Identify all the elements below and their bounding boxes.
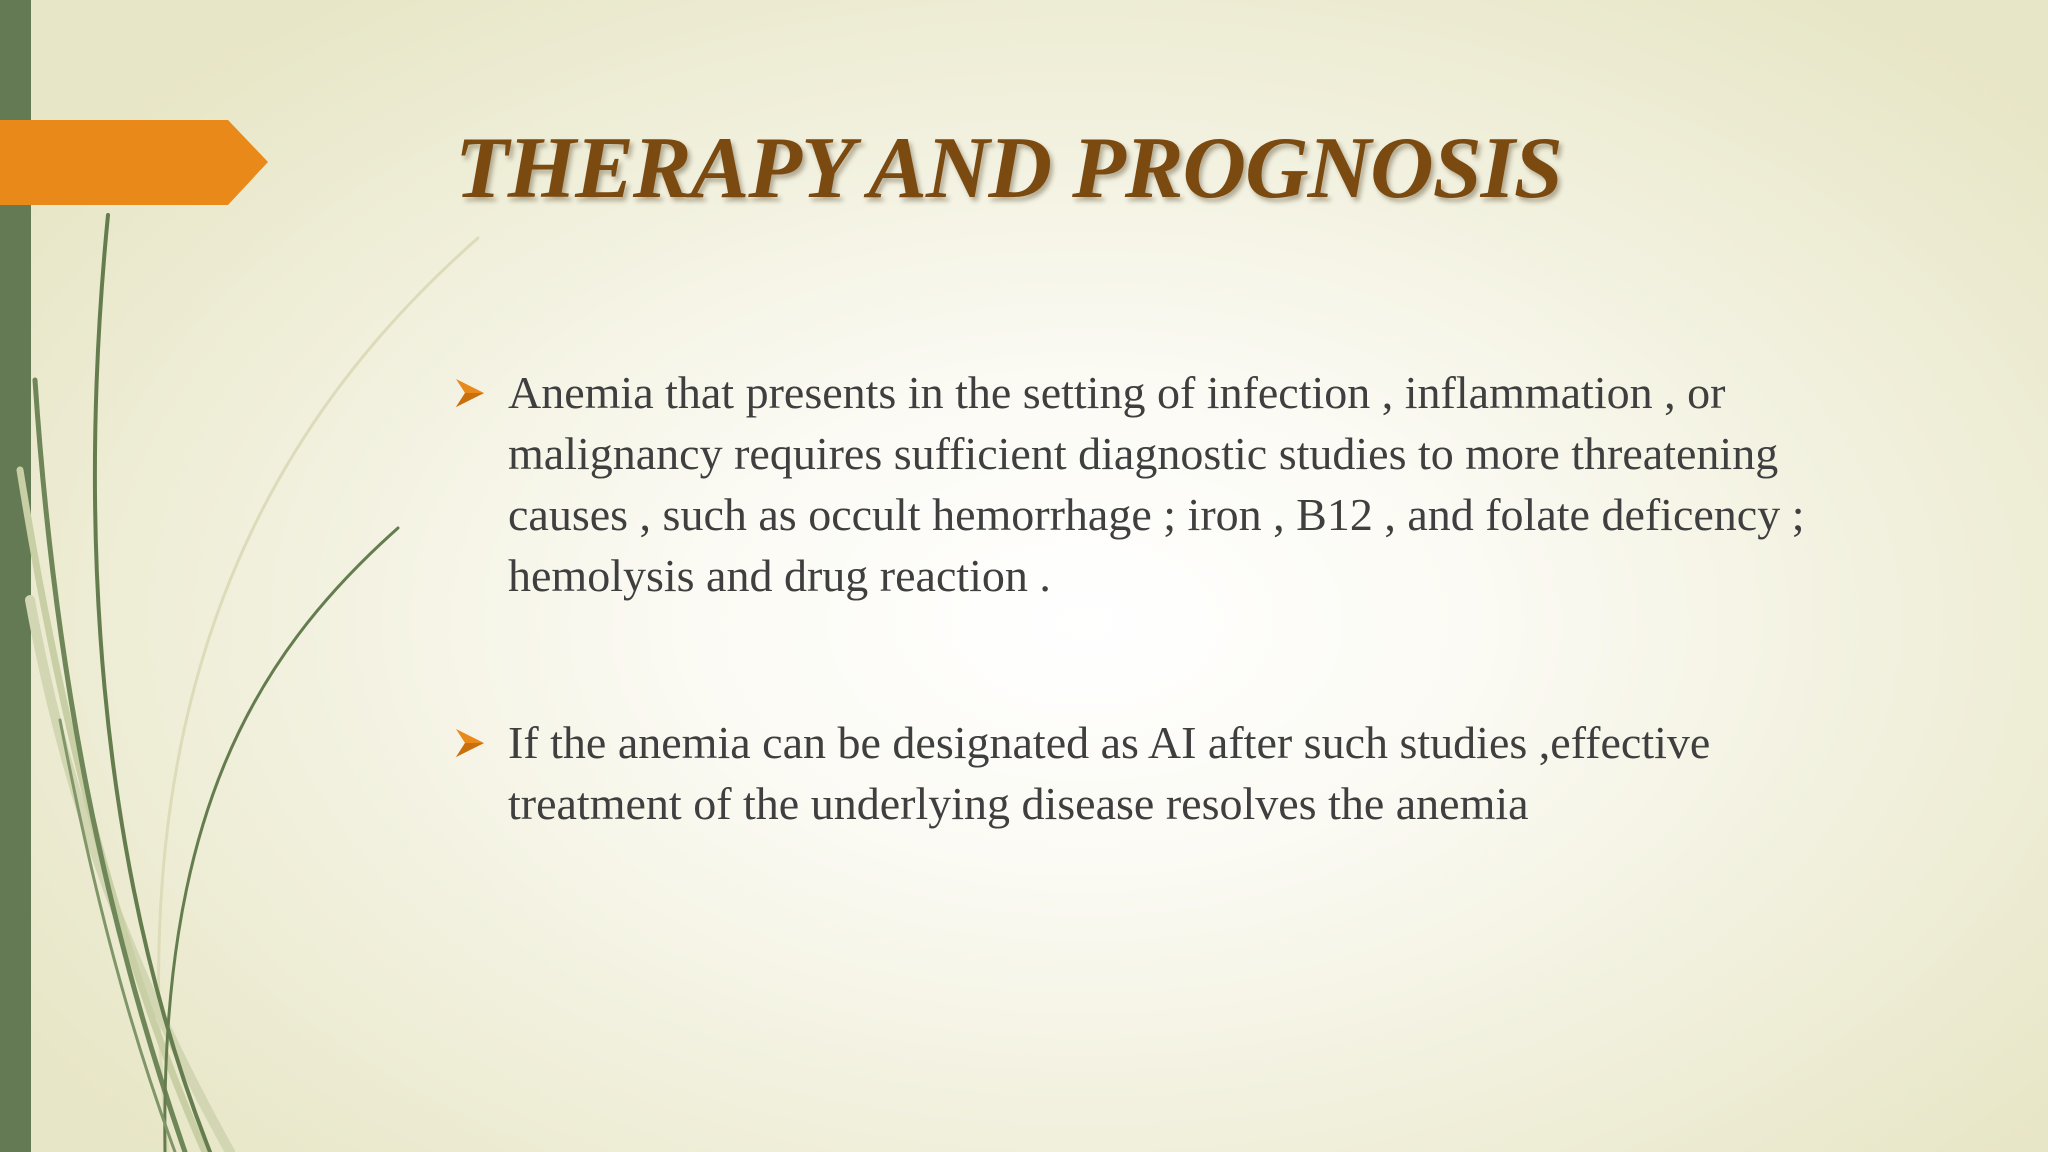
bullet-item [450, 712, 1890, 834]
bullet-text: If the anemia can be designated as AI after such studies ,effective treatment of the underlying disease resolves the anemia [508, 717, 1711, 829]
bullet-text: Anemia that presents in the setting of infection , inflammation , or malignancy requires sufficient diagnostic studies to more threatening causes , such as occult hemorrhage ; iron , B12 , and folate deficency ; hemolysis and drug reaction . [508, 367, 1805, 601]
arrow-bullet-icon [454, 727, 486, 759]
bullet-list [450, 362, 1890, 834]
arrow-bullet-icon [454, 377, 486, 409]
slide-title: THERAPY AND PROGNOSIS [455, 120, 1562, 217]
bullet-item [450, 362, 1890, 606]
title-accent-tab [0, 120, 268, 205]
